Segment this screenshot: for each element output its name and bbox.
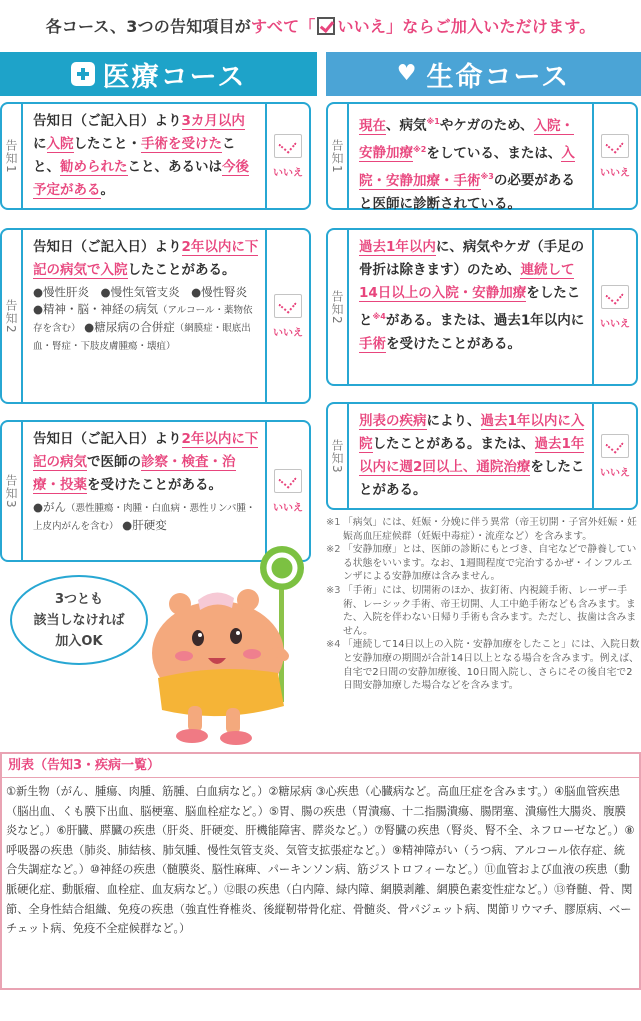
card-highlight: 入院・安静加療・手術 xyxy=(359,145,575,189)
footnote xyxy=(326,638,640,692)
heart-icon: ♥ xyxy=(396,61,419,86)
card-text: したこと・ xyxy=(73,136,141,152)
card-highlight: 連続して14日以上の入院・安静加療 xyxy=(359,262,575,301)
footnote-mark: ※1 xyxy=(326,517,341,528)
disease-list xyxy=(33,284,259,355)
answer-cell[interactable] xyxy=(265,230,309,402)
card-side-label: 告知2 xyxy=(328,230,349,384)
footnote-ref: ※3 xyxy=(480,172,494,181)
headline-iie: いいえ xyxy=(337,17,387,36)
checkbox-icon xyxy=(601,285,629,309)
footnote-ref: ※4 xyxy=(372,312,386,321)
seimei-card-3 xyxy=(326,402,638,510)
disease-item: ●慢性肝炎 ●慢性気管支炎 ●慢性腎炎 ●精神・脳・神経の病気 xyxy=(33,285,248,316)
card-highlight: 別表の疾病 xyxy=(359,413,427,429)
iryo-course-title: 医療コース xyxy=(102,61,247,93)
card-text: をしている、または、 xyxy=(426,145,562,161)
footnotes xyxy=(326,516,640,693)
card-text: こと、あるいは xyxy=(127,159,222,175)
answer-cell[interactable] xyxy=(592,104,636,208)
card-text: したことがある。または、 xyxy=(372,436,535,452)
bubble-line: 該当しなければ xyxy=(33,612,125,628)
beppyo-disease-list xyxy=(0,752,641,990)
card-highlight: 勧められた xyxy=(60,159,128,175)
disease-note: （網膜症・眼底出血・腎症・下肢皮膚腫瘍・壊疽） xyxy=(33,323,251,352)
seimei-card-2 xyxy=(326,228,638,386)
card-side-label: 告知3 xyxy=(2,422,23,560)
card-body xyxy=(359,236,587,356)
card-highlight: 手術を受けた xyxy=(141,136,222,152)
card-side-label: 告知1 xyxy=(2,104,23,208)
headline-mid: すべて「 xyxy=(251,17,316,36)
disease-note: （悪性腫瘍・肉腫・白血病・悪性リンパ腫・上皮内がんを含む） xyxy=(33,503,256,532)
card-highlight: 3カ月以内 xyxy=(181,113,245,129)
checkbox-icon xyxy=(274,469,302,493)
seimei-course-title: 生命コース xyxy=(426,61,571,93)
checkbox-icon xyxy=(601,434,629,458)
card-text: に xyxy=(33,136,47,152)
disease-list xyxy=(33,499,259,535)
card-text: したことがある。 xyxy=(127,262,236,278)
answer-label: いいえ xyxy=(600,318,630,330)
checkbox-icon xyxy=(274,134,302,158)
footnote xyxy=(326,584,640,638)
card-text: により、 xyxy=(426,413,481,429)
footnote-text: 「手術」には、切開術のほか、抜釘術、内視鏡手術、レーザー手術、レーシック手術、帝王切開、人工中絶手術なども含みます。また、入院を伴わない日帰り手術も含みます。ただし、抜歯は含みません。 xyxy=(343,584,637,637)
card-text: を受けたことがある。 xyxy=(386,335,521,352)
checkbox-check-icon xyxy=(317,17,335,35)
footnote-mark: ※4 xyxy=(326,639,341,651)
disease-item: ●糖尿病の合併症 xyxy=(84,320,175,334)
card-text: やケガのため、 xyxy=(439,117,534,134)
card-text: をしたこと xyxy=(359,285,581,329)
answer-label: いいえ xyxy=(600,467,630,479)
answer-label: いいえ xyxy=(273,327,303,339)
headline-pre: 各コース、3つの告知項目が xyxy=(45,17,251,36)
card-body xyxy=(359,410,587,502)
footnote-text: 「安静加療」とは、医師の診断にもとづき、自宅などで静養している状態をいいます。なお、1週間程度で完治するかぜ・インフルエンザによる安静加療は含みません。 xyxy=(343,544,637,583)
iryo-course-header xyxy=(0,52,317,96)
card-body xyxy=(33,428,259,535)
footnote-mark: ※3 xyxy=(326,584,341,596)
answer-label: いいえ xyxy=(273,502,303,514)
disease-item: ●がん xyxy=(33,500,67,514)
footnote xyxy=(326,543,640,584)
beppyo-title: 別表（告知3・疾病一覧） xyxy=(2,754,639,778)
checkbox-icon xyxy=(274,294,302,318)
card-highlight: 手術 xyxy=(359,335,386,352)
card-side-label: 告知1 xyxy=(328,104,349,208)
card-side-label: 告知2 xyxy=(2,230,23,402)
card-text: 。 xyxy=(100,182,114,198)
footnote-ref: ※1 xyxy=(426,117,440,126)
seimei-course-header xyxy=(326,52,641,96)
card-highlight: 今後予定がある xyxy=(33,159,249,198)
medical-cross-icon xyxy=(71,62,95,86)
card-text: に、病気やケガ（手足の骨折は除きます）のため、 xyxy=(359,239,585,278)
beppyo-text: ①新生物（がん、腫瘍、肉腫、筋腫、白血病など。）②糖尿病 ③心疾患（心臓病など。高血圧症を含みます。）④脳血管疾患（脳出血、くも膜下出血、脳梗塞、脳血栓症など。）⑤胃、腸の疾患（胃潰瘍、十二指腸潰瘍、腸閉塞、潰瘍性大腸炎、腹膜炎など。）⑥肝臓、膵臓の疾患（肝炎、肝硬変、肝機能障害、膵炎など。）⑦腎臓の疾患（腎炎、腎不全、ネフローゼなど。）⑧呼吸器の疾患（肺炎、肺結核、肺気腫、慢性気管支炎、気管支拡張症など。）⑨精神障がい（うつ病、アルコール依存症、統合失調症など。）⑩神経の疾患（髄膜炎、脳性麻痺、パーキンソン病、筋ジストロフィーなど。）⑪血管および血液の疾患（動脈硬化症、動脈瘤、血栓症、血友病など。）⑫眼の疾患（白内障、緑内障、網膜剥離、網膜色素変性症など。）⑬脊髄、骨、関節、全身性結合組織、免疫の疾患（強直性脊椎炎、後縦靭帯骨化症、骨髄炎、骨パジェット病、関節リウマチ、膠原病、ベーチェット病、免疫不全症候群など。） xyxy=(6,785,635,936)
card-text: をしたことがある。 xyxy=(359,459,585,498)
card-body xyxy=(33,110,258,202)
card-text: の必要があると医師に診断されている。 xyxy=(359,172,575,212)
card-body xyxy=(359,110,587,216)
card-highlight: 入院・安静加療 xyxy=(359,117,575,161)
card-text: で医師の xyxy=(87,454,141,470)
answer-cell[interactable] xyxy=(592,230,636,384)
checkbox-icon xyxy=(601,134,629,158)
answer-label: いいえ xyxy=(273,167,303,179)
card-text: を受けたことがある。 xyxy=(87,477,222,493)
iryo-card-1 xyxy=(0,102,311,210)
answer-cell[interactable] xyxy=(265,104,309,208)
seimei-card-1 xyxy=(326,102,638,210)
bubble-line: 加入OK xyxy=(55,633,103,649)
card-body xyxy=(33,236,259,355)
card-text: 、病気 xyxy=(386,117,427,134)
footnote-text: 「連続して14日以上の入院・安静加療をしたこと」には、入院日数と安静加療の期間が合計14日以上となる場合を含みます。例えば、自宅で2日間の安静加療後、10日間入院し、さらにその後自宅で2日間安静加療した場合などを含みます。 xyxy=(343,639,640,692)
iryo-card-2 xyxy=(0,228,311,404)
mascot-character-icon xyxy=(128,538,328,748)
footnote-text: 「病気」には、妊娠・分娩に伴う異常（帝王切開・子宮外妊娠・妊娠高血圧症候群（妊娠中毒症）・流産など）を含みます。 xyxy=(343,517,637,542)
disease-note: （アルコール・薬物依存を含む） xyxy=(33,305,253,334)
footnote xyxy=(326,516,640,543)
disease-item: ●肝硬変 xyxy=(122,518,167,532)
card-highlight: 過去1年以内に週2回以上、通院治療 xyxy=(359,436,585,475)
answer-cell[interactable] xyxy=(592,404,636,508)
card-highlight: 診察・検査・治療・投薬 xyxy=(33,454,236,493)
footnote-mark: ※2 xyxy=(326,544,341,556)
card-highlight: 現在 xyxy=(359,117,386,134)
card-highlight: 2年以内に下記の病気 xyxy=(33,431,259,470)
card-side-label: 告知3 xyxy=(328,404,349,508)
headline-post: 」ならご加入いただけます。 xyxy=(386,17,596,36)
card-highlight: 過去1年以内に入院 xyxy=(359,413,585,452)
card-text: がある。または、過去1年以内に xyxy=(385,312,585,329)
answer-label: いいえ xyxy=(600,167,630,179)
card-text: 告知日（ご記入日）より xyxy=(33,239,182,255)
card-text: 告知日（ご記入日）より xyxy=(33,431,182,447)
card-highlight: 2年以内に下記の病気で入院 xyxy=(33,239,259,278)
card-highlight: 過去1年以内 xyxy=(359,239,436,255)
card-text: こと、 xyxy=(33,136,236,175)
headline xyxy=(0,14,641,37)
footnote-ref: ※2 xyxy=(413,144,427,154)
card-text: 告知日（ご記入日）より xyxy=(33,113,182,129)
card-highlight: 入院 xyxy=(46,136,74,152)
bubble-line: 3つとも xyxy=(54,591,104,607)
